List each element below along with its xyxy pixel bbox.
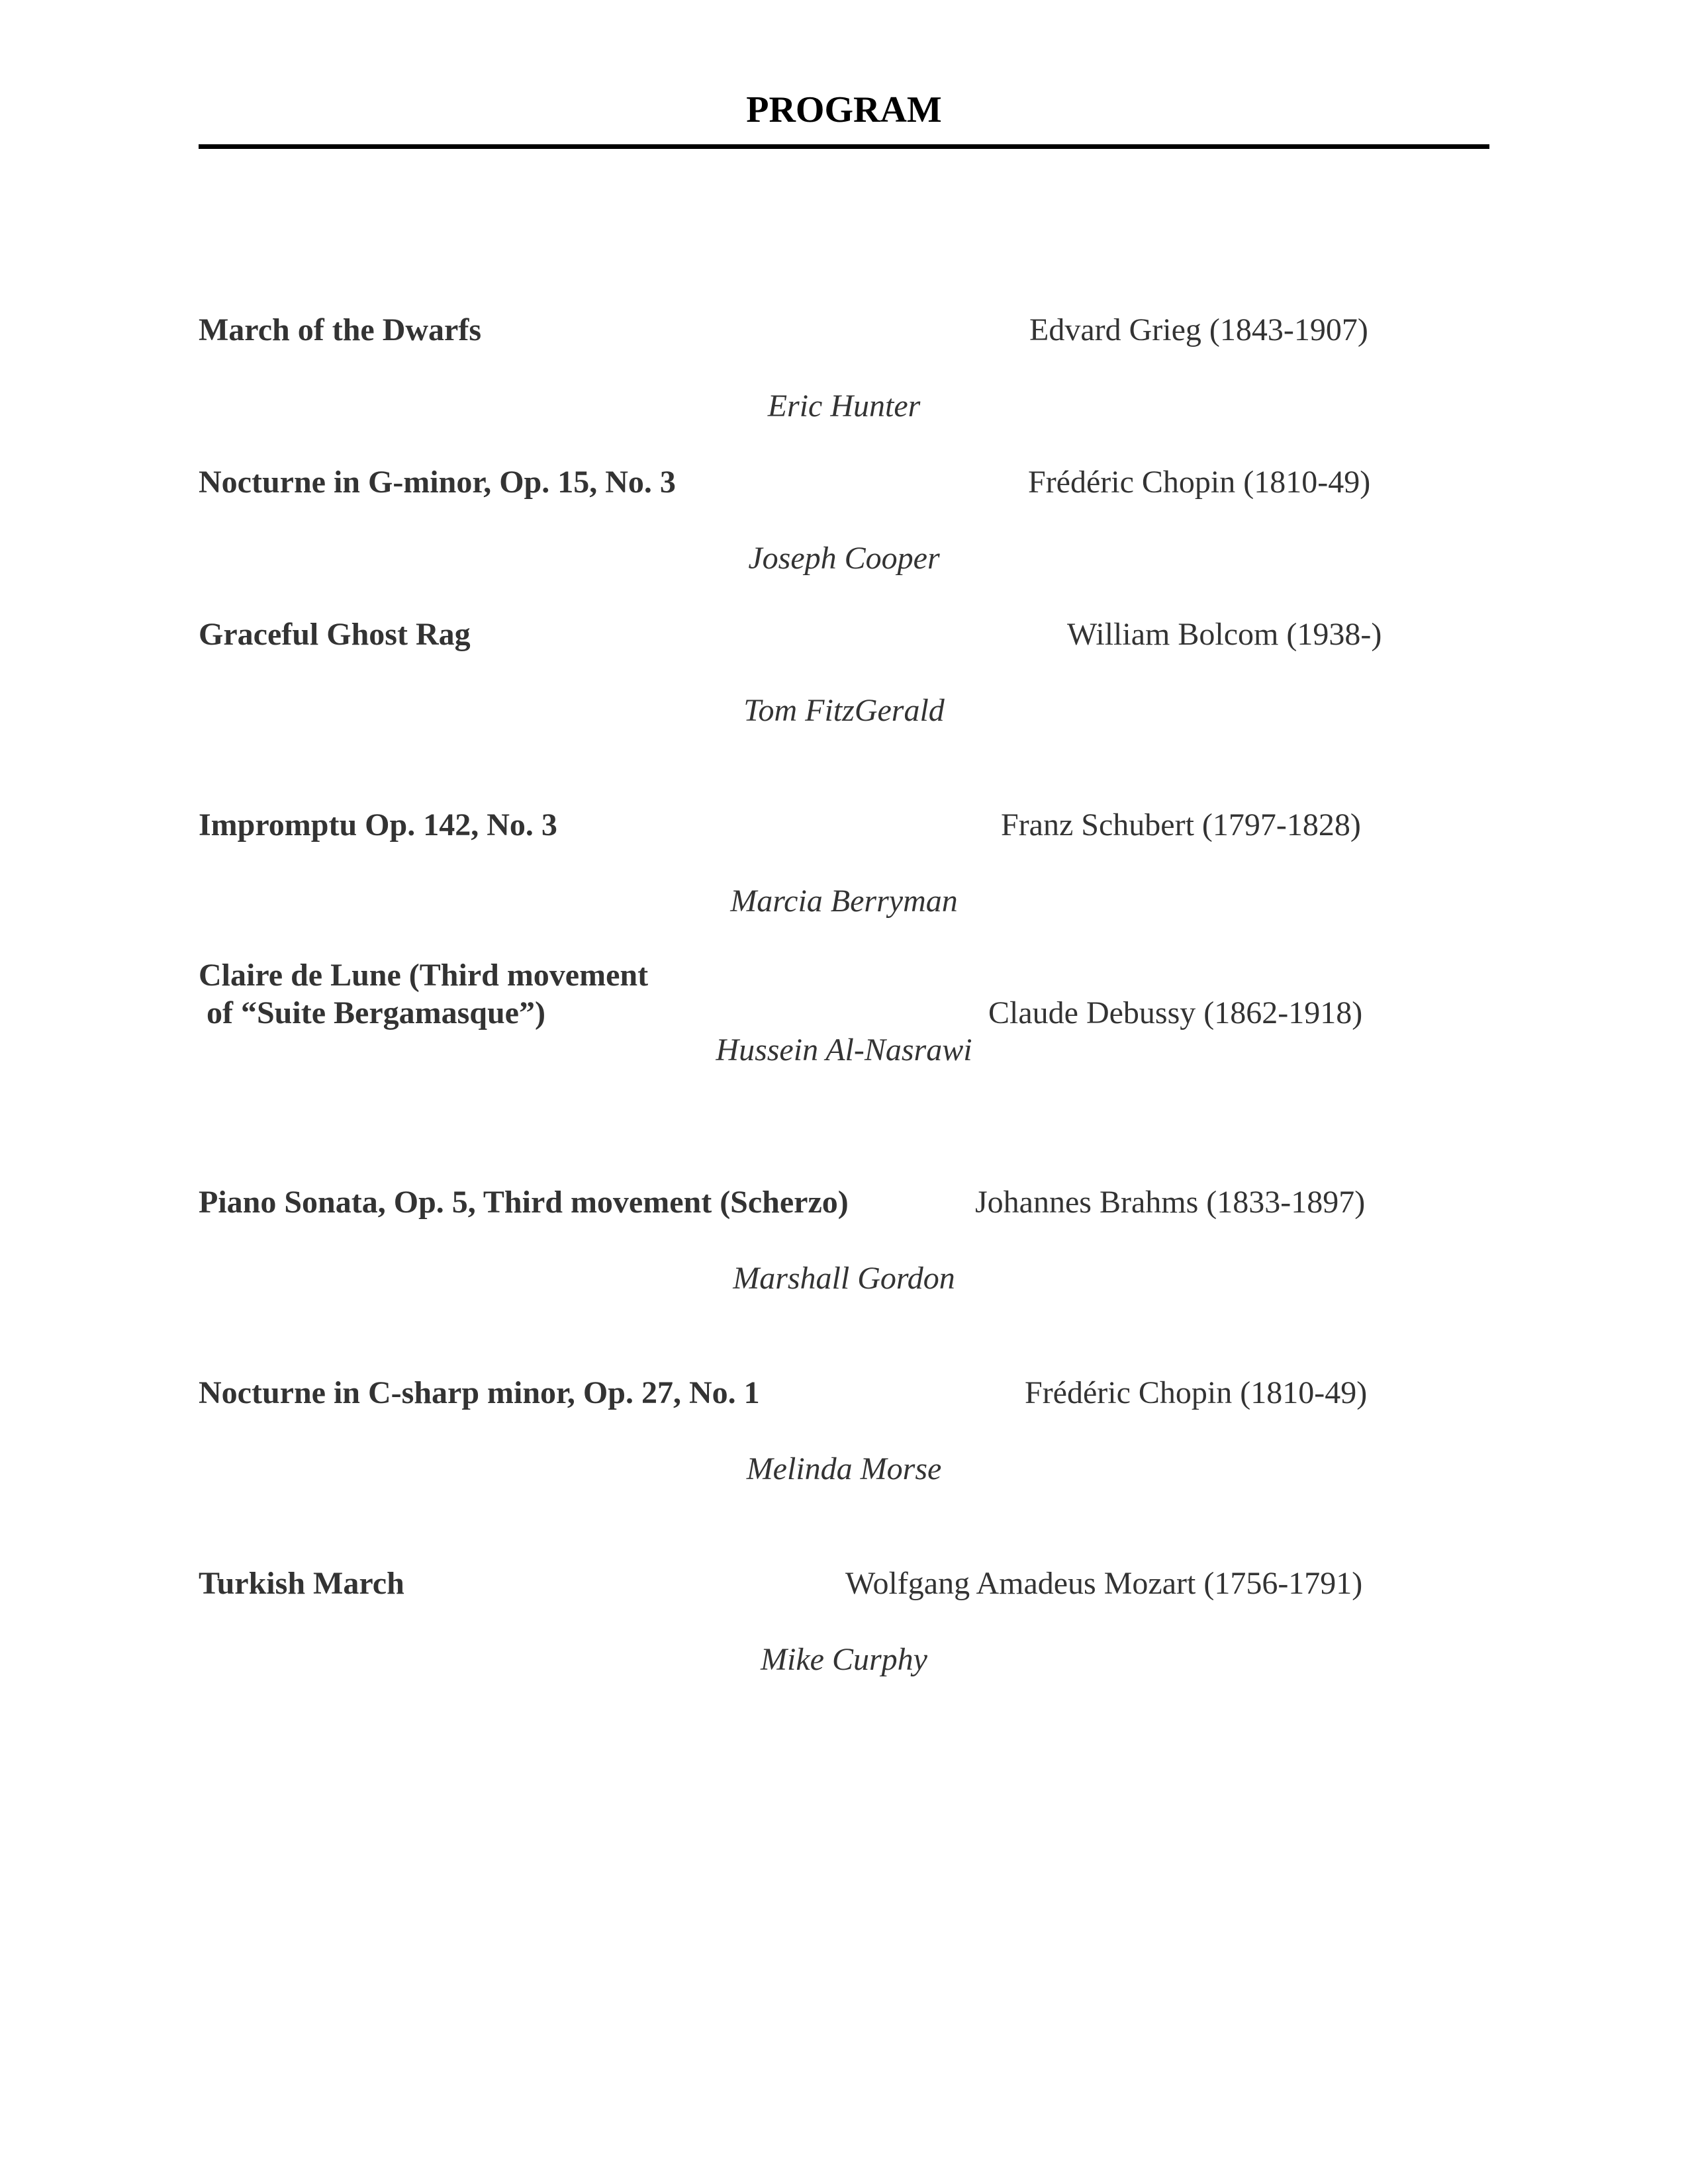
page-title: PROGRAM [746, 89, 942, 130]
piece-title: Piano Sonata, Op. 5, Third movement (Scherzo) [199, 1185, 849, 1220]
composer: Wolfgang Amadeus Mozart (1756-1791) [845, 1566, 1363, 1601]
composer: Edvard Grieg (1843-1907) [1029, 312, 1368, 347]
piece-title: Turkish March [199, 1566, 404, 1601]
piece-title: Impromptu Op. 142, No. 3 [199, 807, 557, 842]
performer: Mike Curphy [761, 1642, 927, 1677]
composer: Franz Schubert (1797-1828) [1001, 807, 1361, 842]
performer: Eric Hunter [767, 388, 921, 424]
piece-title-line-2: of “Suite Bergamasque”) [199, 995, 545, 1030]
piece-title: Nocturne in C-sharp minor, Op. 27, No. 1 [199, 1375, 760, 1410]
performer: Marcia Berryman [730, 884, 958, 919]
performer: Melinda Morse [746, 1451, 942, 1486]
composer: Johannes Brahms (1833-1897) [975, 1185, 1366, 1220]
piece-title: Nocturne in G-minor, Op. 15, No. 3 [199, 465, 676, 500]
title-underline [199, 144, 1489, 149]
piece-title-line-1: Claire de Lune (Third movement [199, 958, 649, 993]
performer: Marshall Gordon [733, 1261, 955, 1296]
composer: Frédéric Chopin (1810-49) [1028, 465, 1371, 500]
piece-title: Graceful Ghost Rag [199, 617, 471, 652]
piece-title: March of the Dwarfs [199, 312, 482, 347]
composer: William Bolcom (1938-) [1067, 617, 1382, 652]
composer: Claude Debussy (1862-1918) [988, 995, 1363, 1030]
performer: Hussein Al-Nasrawi [716, 1032, 972, 1068]
performer: Tom FitzGerald [743, 693, 945, 728]
composer: Frédéric Chopin (1810-49) [1025, 1375, 1368, 1410]
performer: Joseph Cooper [748, 541, 940, 576]
